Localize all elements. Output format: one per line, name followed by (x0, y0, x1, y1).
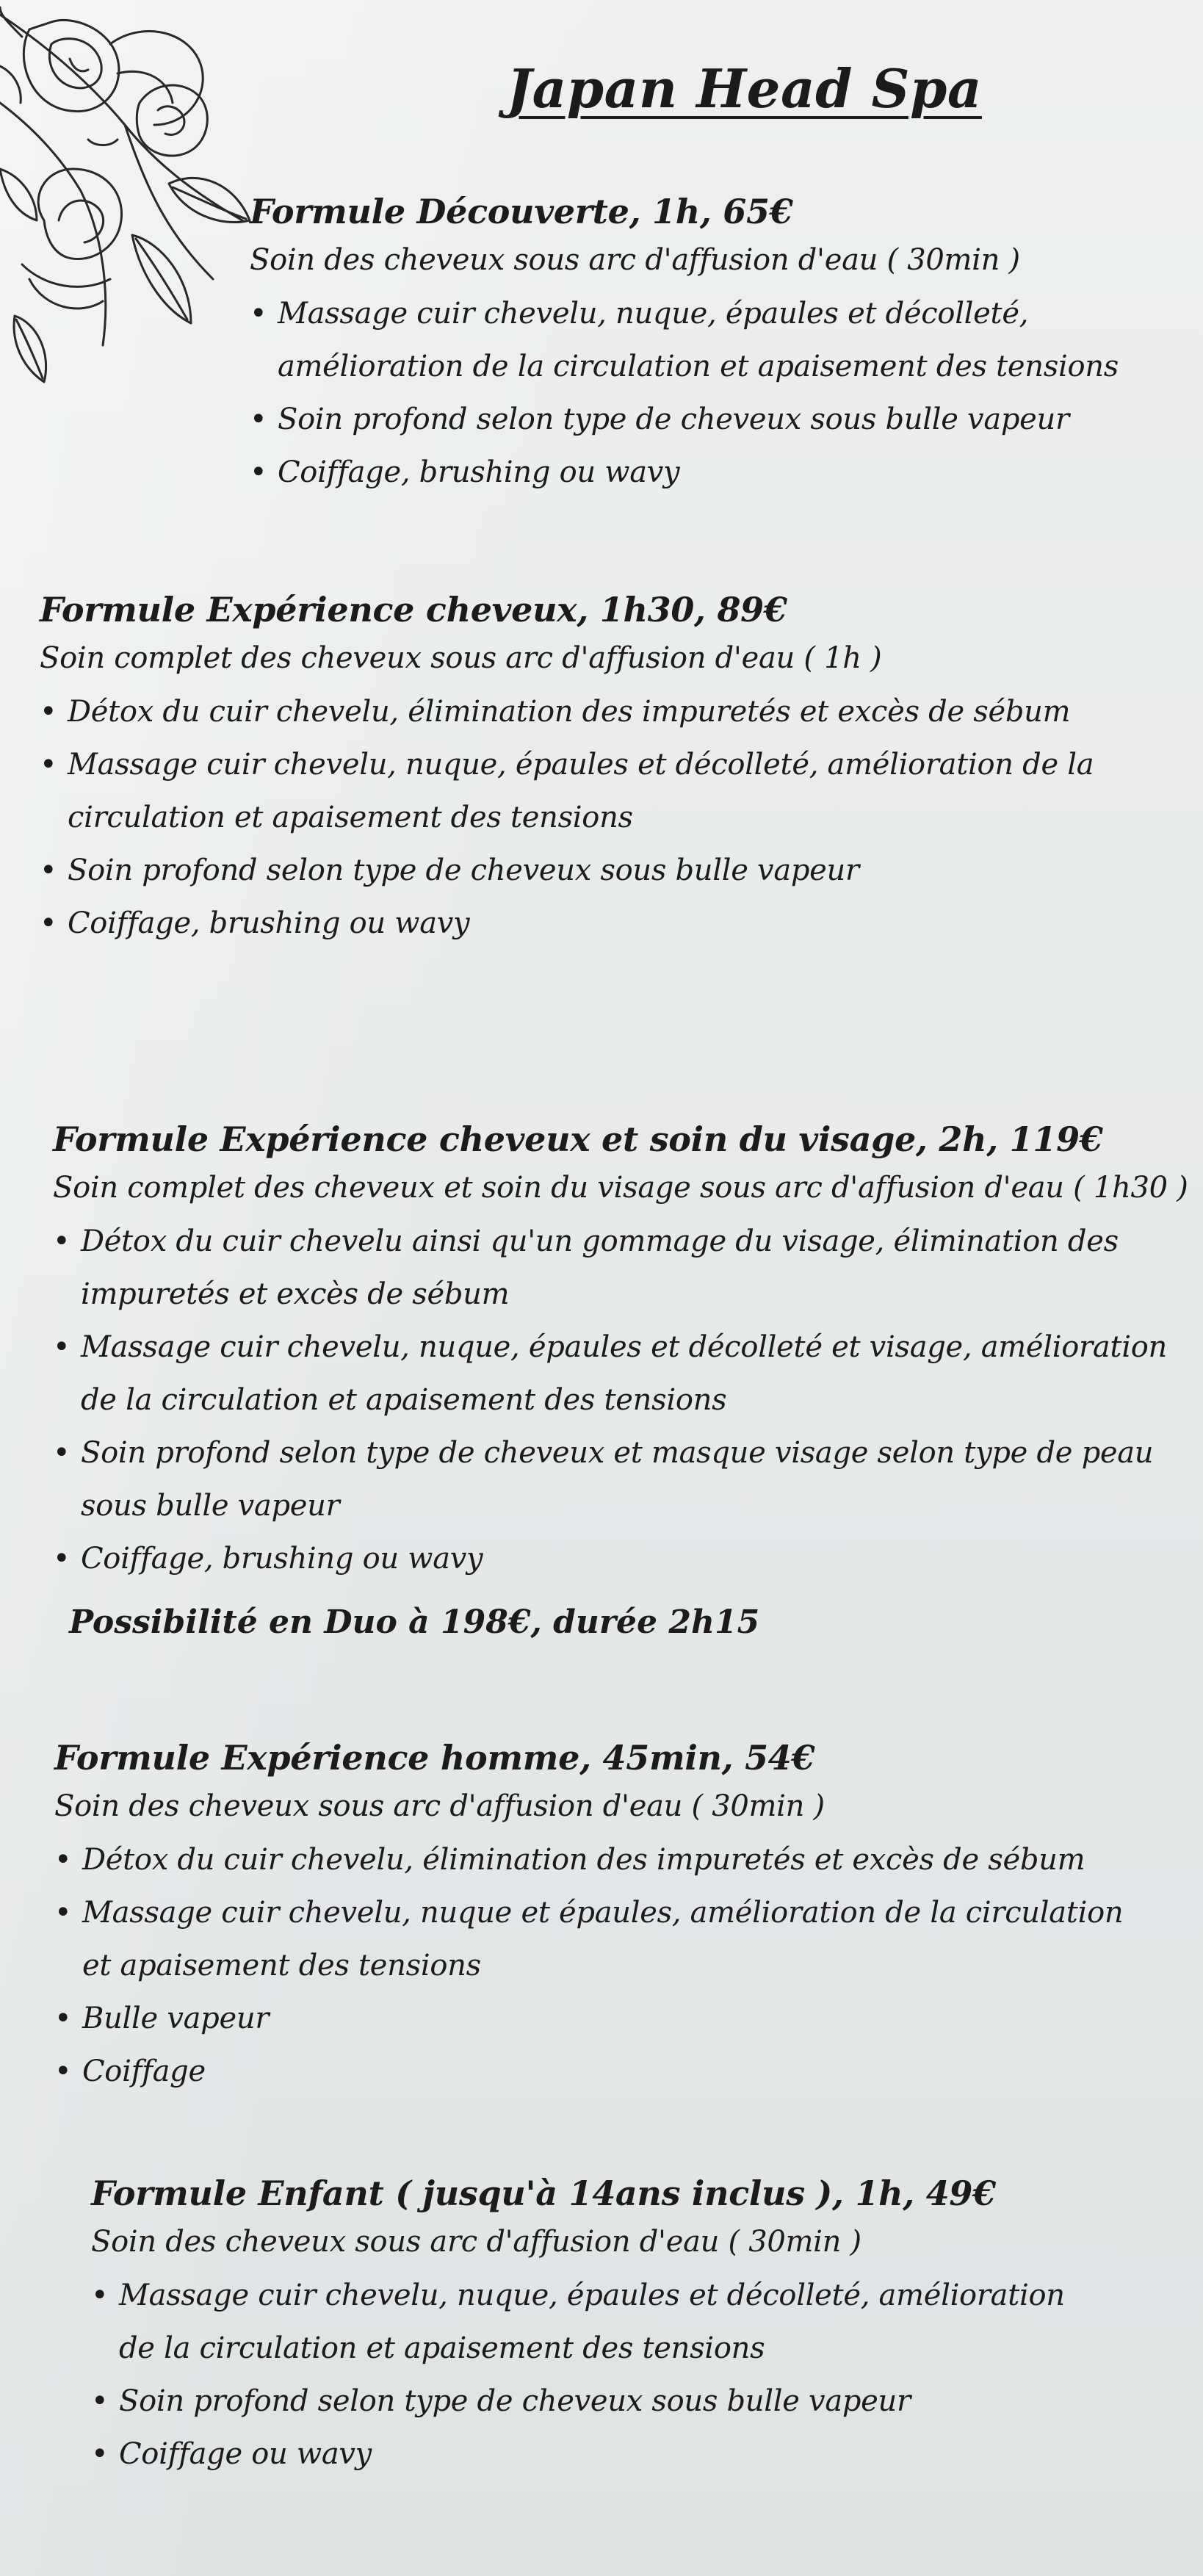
list-item: • Coiffage, brushing ou wavy (40, 897, 1156, 950)
flower-illustration-icon (0, 0, 279, 411)
list-item: • Bulle vapeur (54, 1992, 1125, 2045)
list-item: • Coiffage ou wavy (91, 2428, 1074, 2481)
formula-title: Formule Expérience cheveux, 1h30, 89€ (40, 590, 787, 629)
formula-items (40, 685, 1156, 950)
formula-title: Formule Enfant ( jusqu'à 14ans inclus ), 1h, 49€ (91, 2173, 996, 2213)
formula-subtitle: Soin des cheveux sous arc d'affusion d'eau ( 30min ) (91, 2225, 861, 2259)
list-item: • Soin profond selon type de cheveux et masque visage selon type de peau sous bulle vapeur (53, 1426, 1182, 1532)
formula-subtitle: Soin complet des cheveux sous arc d'affusion d'eau ( 1h ) (40, 641, 882, 675)
formula-subtitle: Soin des cheveux sous arc d'affusion d'eau ( 30min ) (54, 1789, 825, 1823)
list-item: • Détox du cuir chevelu, élimination des impuretés et excès de sébum (40, 685, 1156, 738)
formula-items (53, 1215, 1184, 1585)
list-item: • Coiffage, brushing ou wavy (250, 446, 1181, 499)
formula-decouverte (250, 187, 1197, 499)
list-item: • Massage cuir chevelu, nuque, épaules et décolleté, amélioration de la circulation et apaisement des tensions (91, 2269, 1074, 2375)
list-item: • Soin profond selon type de cheveux sous bulle vapeur (40, 844, 1156, 897)
list-item: • Soin profond selon type de cheveux sous bulle vapeur (250, 393, 1181, 446)
list-item: • Massage cuir chevelu, nuque, épaules et décolleté, amélioration de la circulation et apaisement des tensions (250, 287, 1181, 393)
formula-items (250, 287, 1197, 499)
formula-items (54, 1833, 1171, 2098)
formula-experience-cheveux (40, 585, 1156, 950)
formula-title: Formule Expérience cheveux et soin du visage, 2h, 119€ (53, 1119, 1103, 1159)
list-item: • Détox du cuir chevelu ainsi qu'un gommage du visage, élimination des impuretés et excès de sébum (53, 1215, 1182, 1321)
list-item: • Massage cuir chevelu, nuque, épaules et décolleté, amélioration de la circulation et apaisement des tensions (40, 738, 1110, 844)
list-item: • Massage cuir chevelu, nuque, épaules et décolleté et visage, amélioration de la circulation et apaisement des tensions (53, 1321, 1182, 1426)
formula-title: Formule Découverte, 1h, 65€ (250, 192, 793, 231)
duo-note: Possibilité en Duo à 198€, durée 2h15 (69, 1603, 760, 1641)
formula-subtitle: Soin des cheveux sous arc d'affusion d'eau ( 30min ) (250, 243, 1020, 277)
page-title: Japan Head Spa (507, 57, 983, 120)
list-item: • Coiffage (54, 2045, 1125, 2098)
list-item: • Massage cuir chevelu, nuque et épaules, amélioration de la circulation et apaisement des tensions (54, 1886, 1125, 1992)
formula-enfant (91, 2169, 1163, 2481)
formula-subtitle: Soin complet des cheveux et soin du visage sous arc d'affusion d'eau ( 1h30 ) (53, 1171, 1188, 1205)
list-item: • Soin profond selon type de cheveux sous bulle vapeur (91, 2375, 1074, 2428)
list-item: • Détox du cuir chevelu, élimination des impuretés et excès de sébum (54, 1833, 1125, 1886)
formula-experience-homme (54, 1733, 1171, 2098)
formula-title: Formule Expérience homme, 45min, 54€ (54, 1738, 815, 1778)
formula-items (91, 2269, 1163, 2481)
list-item: • Coiffage, brushing ou wavy (53, 1532, 1182, 1585)
formula-experience-cheveux-visage (53, 1115, 1188, 1648)
